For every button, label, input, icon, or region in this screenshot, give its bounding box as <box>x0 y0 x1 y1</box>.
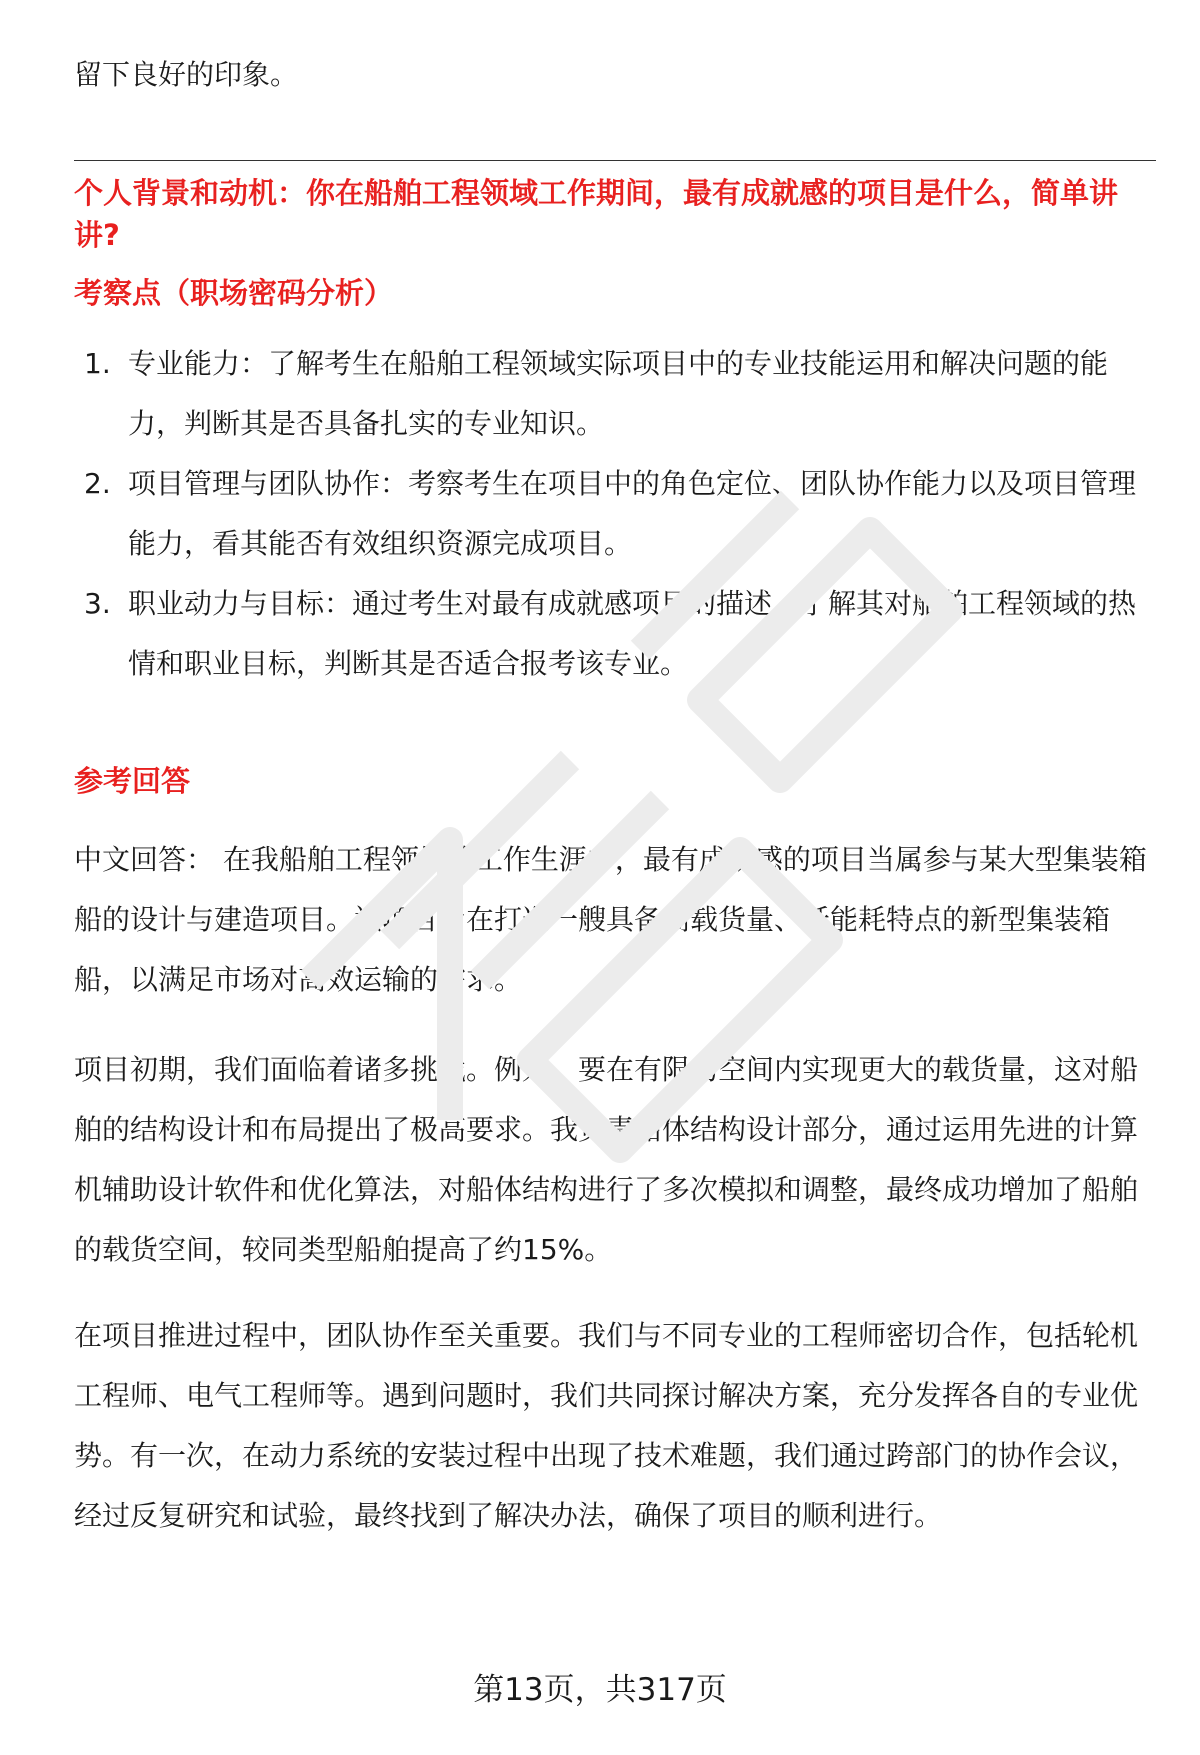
analysis-item-number: 2. <box>84 467 111 500</box>
analysis-list <box>74 334 1154 694</box>
question-title: 个人背景和动机：你在船舶工程领域工作期间，最有成就感的项目是什么，简单讲讲? <box>74 176 1119 252</box>
answer-heading: 参考回答 <box>74 764 191 798</box>
analysis-item-text: 项目管理与团队协作：考察考生在项目中的角色定位、团队协作能力以及项目管理能力，看其能否有效组织资源完成项目。 <box>128 467 1137 560</box>
section-divider <box>74 160 1156 161</box>
analysis-item <box>74 454 1154 574</box>
analysis-heading: 考察点（职场密码分析） <box>74 276 394 310</box>
top-fragment-text: 留下良好的印象。 <box>74 58 299 91</box>
analysis-item-text: 专业能力：了解考生在船舶工程领域实际项目中的专业技能运用和解决问题的能力，判断其是否具备扎实的专业知识。 <box>128 347 1109 440</box>
answer-paragraph-2: 项目初期，我们面临着诸多挑战。例如，要在有限的空间内实现更大的载货量，这对船舶的结构设计和布局提出了极高要求。我负责船体结构设计部分，通过运用先进的计算机辅助设计软件和优化算法，对船体结构进行了多次模拟和调整，最终成功增加了船舶的载货空间，较同类型船舶提高了约15%。 <box>74 1053 1139 1266</box>
analysis-item <box>74 574 1154 694</box>
answer-paragraph-3: 在项目推进过程中，团队协作至关重要。我们与不同专业的工程师密切合作，包括轮机工程师、电气工程师等。遇到问题时，我们共同探讨解决方案，充分发挥各自的专业优势。有一次，在动力系统的安装过程中出现了技术难题，我们通过跨部门的协作会议，经过反复研究和试验，最终找到了解决办法，确保了项目的顺利进行。 <box>74 1319 1139 1532</box>
page-number: 第13页，共317页 <box>473 1672 727 1708</box>
analysis-item <box>74 334 1154 454</box>
answer-paragraph-1: 中文回答： 在我船舶工程领域的工作生涯中，最有成就感的项目当属参与某大型集装箱船的设计与建造项目。该项目旨在打造一艘具备高载货量、低能耗特点的新型集装箱船，以满足市场对高效运输的需求。 <box>74 843 1147 996</box>
analysis-item-number: 3. <box>84 587 111 620</box>
analysis-item-number: 1. <box>84 347 111 380</box>
analysis-item-text: 职业动力与目标：通过考生对最有成就感项目的描述，了解其对船舶工程领域的热情和职业目标，判断其是否适合报考该专业。 <box>128 587 1137 680</box>
